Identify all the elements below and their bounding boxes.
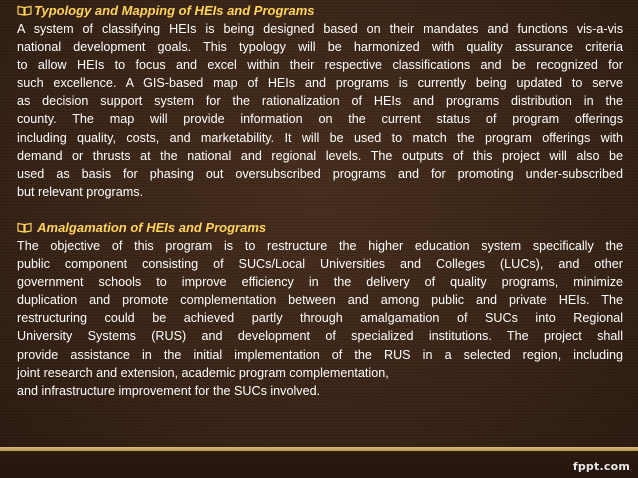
paragraph-line: restructuring could be achieved partly through amalgamation of SUCs into Regional	[17, 311, 623, 326]
paragraph-typology	[17, 20, 623, 201]
paragraph-line: University Systems (RUS) and development of specialized institutions. The project shall	[17, 329, 623, 344]
section-heading-text: Typology and Mapping of HEIs and Programs	[34, 3, 315, 18]
section-heading-typology	[17, 2, 623, 20]
paragraph-line: government schools to improve efficiency in the delivery of quality programs, minimize	[17, 275, 623, 290]
paragraph-line: A system of classifying HEIs is being designed based on their mandates and functions vis-a-vis	[17, 22, 623, 36]
paragraph-line: provide assistance in the initial implementation of the RUS in a selected region, including	[17, 347, 623, 362]
paragraph-line: but relevant programs.	[17, 184, 143, 199]
paragraph-line: national development goals. This typology will be harmonized with quality assurance criteria	[17, 40, 623, 55]
paragraph-line: and infrastructure improvement for the SUCs involved.	[17, 383, 321, 398]
section-gap	[17, 201, 623, 219]
paragraph-line: The objective of this program is to restructure the higher education system specifically the	[17, 238, 623, 253]
paragraph-line: including quality, costs, and marketability. It will be used to match the program offerings with	[17, 130, 623, 145]
paragraph-line: joint research and extension, academic program complementation,	[17, 365, 389, 380]
paragraph-line: demand or thrusts at the national and regional levels. The outputs of this project will also be	[17, 148, 623, 163]
book-icon	[17, 222, 32, 233]
section-heading-amalgamation	[17, 219, 623, 237]
brand-logo: fppt.com	[572, 460, 630, 473]
paragraph-amalgamation	[17, 237, 623, 400]
paragraph-line: such excellence. A GIS-based map of HEIs and programs is currently being updated to serve	[17, 76, 623, 91]
book-icon	[17, 5, 32, 16]
section-heading-text: Amalgamation of HEIs and Programs	[34, 219, 267, 235]
footer-divider	[0, 447, 638, 451]
paragraph-line: to allow HEIs to focus and excel within their respective classifications and be recognized for	[17, 58, 623, 73]
paragraph-line: used as basis for phasing out oversubscribed programs and for promoting under-subscribed	[17, 166, 623, 181]
paragraph-line: public component consisting of SUCs/Local Universities and Colleges (LUCs), and other	[17, 257, 623, 272]
slide-content	[17, 2, 623, 400]
paragraph-line: county. The map will provide information on the current status of program offerings	[17, 112, 623, 127]
footer-bar	[0, 452, 638, 478]
paragraph-line: as decision support system for the rationalization of HEIs and programs distribution in the	[17, 94, 623, 109]
paragraph-line: duplication and promote complementation between and among public and private HEIs. The	[17, 293, 623, 308]
